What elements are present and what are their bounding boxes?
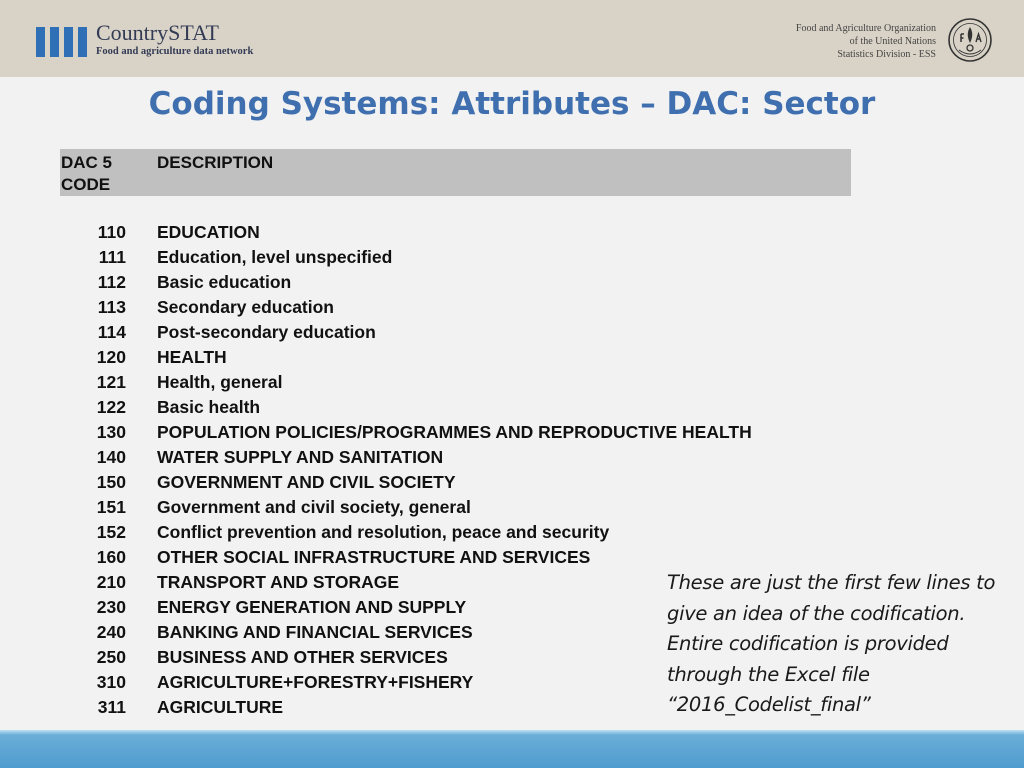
note-text: These are just the first few lines to give an idea of the codification. Entire codification is provided through the Excel file “2016_Codelist_final”: [667, 571, 996, 716]
countrystat-logo-title: CountrySTAT: [96, 20, 219, 45]
slide-title: Coding Systems: Attributes – DAC: Sector: [148, 86, 876, 122]
row-description: HEALTH: [157, 347, 227, 367]
row-code: 310: [96, 672, 126, 692]
row-code: 250: [96, 647, 126, 667]
row-code: 110: [97, 222, 126, 242]
row-description: Basic education: [157, 272, 292, 292]
row-description: AGRICULTURE+FORESTRY+FISHERY: [157, 672, 474, 692]
row-code: 121: [96, 372, 126, 392]
row-description: Health, general: [157, 372, 283, 392]
row-description: Secondary education: [157, 297, 334, 317]
row-code: 152: [96, 522, 126, 542]
row-code: 210: [96, 572, 126, 592]
row-code: 130: [96, 422, 126, 442]
row-description: GOVERNMENT AND CIVIL SOCIETY: [157, 472, 456, 492]
countrystat-logo-subtitle: Food and agriculture data network: [96, 46, 254, 57]
row-code: 113: [97, 297, 126, 317]
fao-org-line-3: Statistics Division - ESS: [837, 49, 936, 60]
row-code: 240: [96, 622, 126, 642]
table-row: [60, 321, 860, 346]
row-description: AGRICULTURE: [157, 697, 284, 717]
row-code: 311: [97, 697, 126, 717]
countrystat-logo-bars-icon: [36, 27, 88, 57]
table-header: [60, 149, 851, 196]
table-row: [60, 221, 860, 246]
row-code: 150: [96, 472, 126, 492]
row-description: Basic health: [157, 397, 261, 417]
table-row: [60, 446, 860, 471]
table-row: [60, 271, 860, 296]
row-description: BUSINESS AND OTHER SERVICES: [157, 647, 448, 667]
row-description: ENERGY GENERATION AND SUPPLY: [157, 597, 467, 617]
fao-org-line-2: of the United Nations: [849, 36, 936, 47]
row-code: 111: [98, 247, 126, 267]
row-description: Conflict prevention and resolution, peace and security: [157, 522, 610, 542]
footer-bar: [0, 730, 1024, 768]
row-code: 114: [97, 322, 126, 342]
row-code: 120: [96, 347, 126, 367]
row-code: 140: [96, 447, 126, 467]
slide-header: [0, 0, 1024, 77]
row-description: Government and civil society, general: [157, 497, 471, 517]
row-description: EDUCATION: [157, 222, 260, 242]
row-code: 112: [97, 272, 126, 292]
row-description: OTHER SOCIAL INFRASTRUCTURE AND SERVICES: [157, 547, 591, 567]
row-code: 122: [96, 397, 126, 417]
header-description: DESCRIPTION: [157, 153, 274, 172]
table-row: [60, 496, 860, 521]
fao-organization-text: [796, 22, 936, 61]
table-row: [60, 346, 860, 371]
table-row: [60, 371, 860, 396]
row-code: 230: [96, 597, 126, 617]
table-row: [60, 246, 860, 271]
table-row: [60, 421, 860, 446]
table-row: [60, 296, 860, 321]
row-description: POPULATION POLICIES/PROGRAMMES AND REPRODUCTIVE HEALTH: [157, 422, 752, 442]
fao-org-line-1: Food and Agriculture Organization: [795, 23, 936, 34]
row-description: Post-secondary education: [157, 322, 376, 342]
row-description: WATER SUPPLY AND SANITATION: [157, 447, 444, 467]
header-code: DAC 5 CODE: [61, 153, 113, 194]
table-row: [60, 471, 860, 496]
row-code: 160: [96, 547, 126, 567]
fao-emblem-icon: [947, 17, 993, 63]
row-description: BANKING AND FINANCIAL SERVICES: [157, 622, 473, 642]
row-description: TRANSPORT AND STORAGE: [157, 572, 400, 592]
table-row: [60, 396, 860, 421]
row-code: 151: [96, 497, 126, 517]
table-row: [60, 521, 860, 546]
row-description: Education, level unspecified: [157, 247, 393, 267]
